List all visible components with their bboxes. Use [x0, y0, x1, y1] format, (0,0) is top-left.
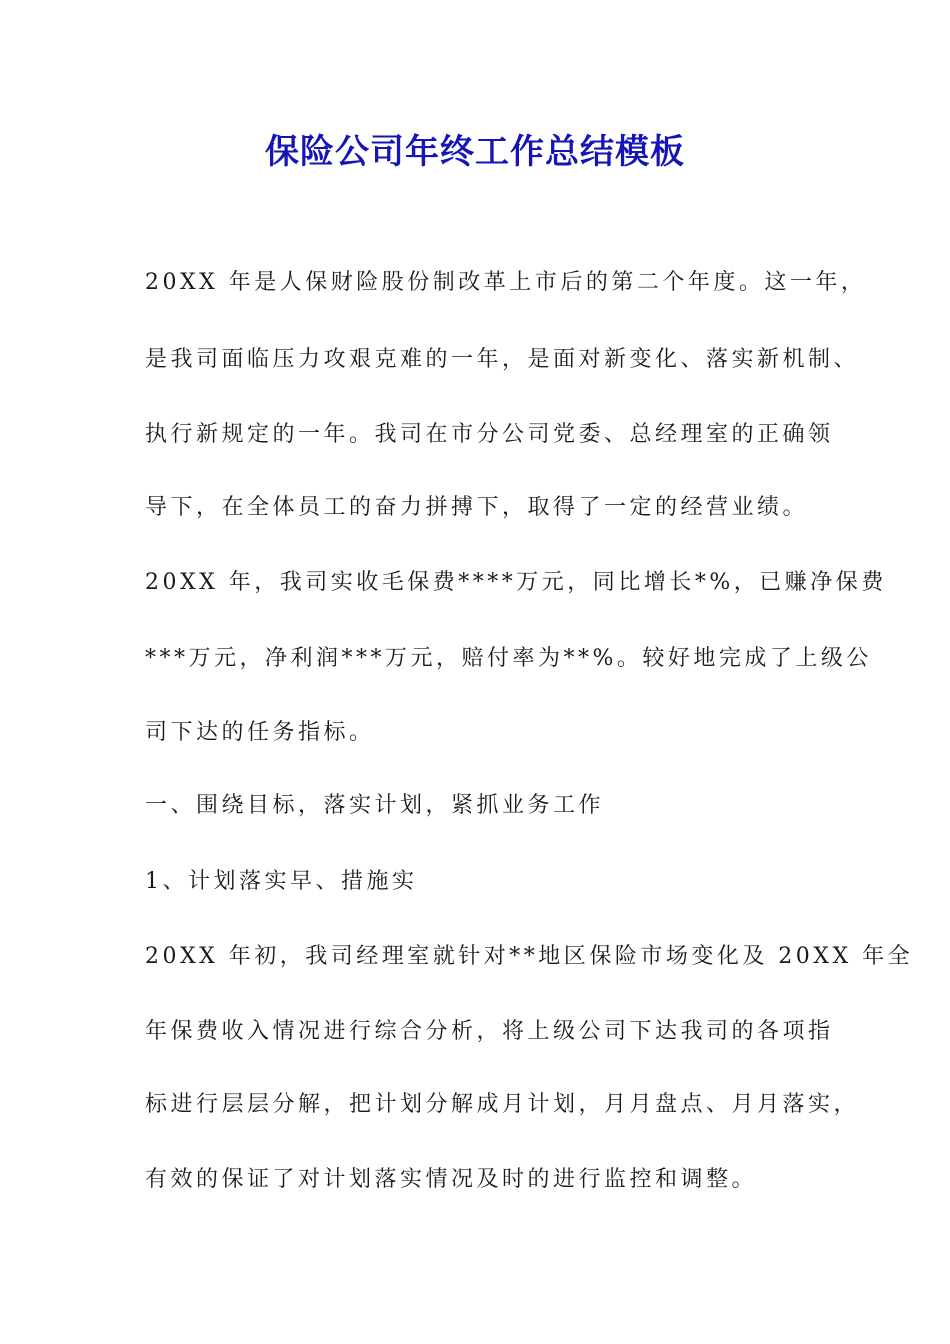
section-heading: 一、围绕目标，落实计划，紧抓业务工作 — [145, 793, 605, 818]
paragraph-line: 执行新规定的一年。我司在市分公司党委、总经理室的正确领 — [145, 422, 834, 447]
paragraph-line: 20XX 年是人保财险股份制改革上市后的第二个年度。这一年， — [145, 270, 867, 295]
document-title: 保险公司年终工作总结模板 — [265, 132, 685, 172]
paragraph-line: 标进行层层分解，把计划分解成月计划，月月盘点、月月落实， — [145, 1092, 860, 1117]
paragraph-line: 有效的保证了对计划落实情况及时的进行监控和调整。 — [145, 1167, 758, 1192]
paragraph-line: 导下，在全体员工的奋力拼搏下，取得了一定的经营业绩。 — [145, 495, 809, 520]
paragraph-line: 司下达的任务指标。 — [145, 720, 375, 745]
paragraph-line: 是我司面临压力攻艰克难的一年，是面对新变化、落实新机制、 — [145, 347, 860, 372]
subsection-heading: 1、计划落实早、措施实 — [145, 869, 418, 894]
paragraph-line: 20XX 年初，我司经理室就针对**地区保险市场变化及 20XX 年全 — [145, 944, 914, 969]
paragraph-line: 20XX 年，我司实收毛保费****万元，同比增长*%，已赚净保费 — [145, 570, 887, 595]
paragraph-line: 年保费收入情况进行综合分析，将上级公司下达我司的各项指 — [145, 1019, 834, 1044]
paragraph-line: ***万元，净利润***万元，赔付率为**%。较好地完成了上级公 — [145, 646, 872, 671]
